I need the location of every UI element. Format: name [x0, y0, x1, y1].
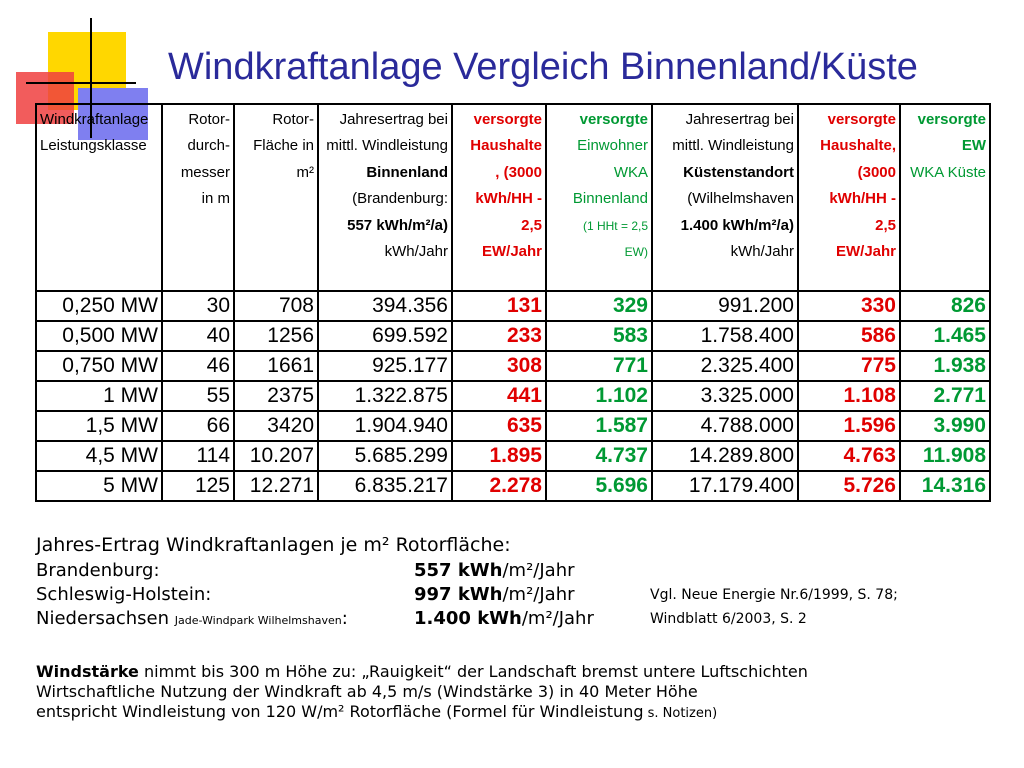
cell-households-coast: 1.596: [798, 411, 900, 441]
summary-value: 1.400 kWh/m²/Jahr: [414, 608, 594, 629]
cell-residents-coast: 2.771: [900, 381, 990, 411]
header-yield-coast: Jahresertrag bei mittl. Windleistung Küstenstandort (Wilhelmshaven 1.400 kWh/m²/a) kWh/Jahr: [652, 104, 798, 291]
cell-rotor-diameter: 125: [162, 471, 234, 501]
note-line-1: Windstärke nimmt bis 300 m Höhe zu: „Rauigkeit“ der Landschaft bremst untere Luftschichten: [36, 662, 808, 681]
cell-power: 0,250 MW: [36, 291, 162, 321]
summary-value: 997 kWh/m²/Jahr: [414, 584, 575, 605]
header-residents-coast: versorgte EW WKA Küste: [900, 104, 990, 291]
header-households-coast: versorgte Haushalte, (3000 kWh/HH - 2,5 EW/Jahr: [798, 104, 900, 291]
summary-row: [36, 559, 996, 583]
cell-yield-coast: 3.325.000: [652, 381, 798, 411]
cell-residents-coast: 1.938: [900, 351, 990, 381]
cell-yield-coast: 991.200: [652, 291, 798, 321]
cell-power: 0,750 MW: [36, 351, 162, 381]
summary-row: [36, 583, 996, 607]
cell-rotor-area: 1256: [234, 321, 318, 351]
cell-residents-coast: 14.316: [900, 471, 990, 501]
cell-yield-coast: 14.289.800: [652, 441, 798, 471]
cell-yield-coast: 17.179.400: [652, 471, 798, 501]
cell-rotor-area: 1661: [234, 351, 318, 381]
note-line-2: Wirtschaftliche Nutzung der Windkraft ab 4,5 m/s (Windstärke 3) in 40 Meter Höhe: [36, 682, 698, 701]
cell-residents-inland: 1.102: [546, 381, 652, 411]
header-power-class: Windkraftanlage Leistungsklasse: [36, 104, 162, 291]
header-households-inland: versorgte Haushalte , (3000 kWh/HH - 2,5 EW/Jahr: [452, 104, 546, 291]
header-yield-inland: Jahresertrag bei mittl. Windleistung Binnenland (Brandenburg: 557 kWh/m²/a) kWh/Jahr: [318, 104, 452, 291]
cell-residents-inland: 1.587: [546, 411, 652, 441]
cell-yield-coast: 1.758.400: [652, 321, 798, 351]
cell-rotor-diameter: 114: [162, 441, 234, 471]
cell-rotor-area: 3420: [234, 411, 318, 441]
header-rotor-area: Rotor- Fläche in m²: [234, 104, 318, 291]
table-row: [36, 381, 990, 411]
cell-residents-inland: 5.696: [546, 471, 652, 501]
cell-households-coast: 586: [798, 321, 900, 351]
cell-residents-coast: 826: [900, 291, 990, 321]
cell-rotor-diameter: 55: [162, 381, 234, 411]
cell-power: 0,500 MW: [36, 321, 162, 351]
summary-region: Schleswig-Holstein:: [36, 584, 212, 605]
cell-households-coast: 5.726: [798, 471, 900, 501]
note-line-3: entspricht Windleistung von 120 W/m² Rotorfläche (Formel für Windleistung s. Notizen): [36, 702, 718, 721]
cell-rotor-area: 12.271: [234, 471, 318, 501]
summary-row: [36, 607, 996, 631]
cell-power: 5 MW: [36, 471, 162, 501]
cell-households-inland: 131: [452, 291, 546, 321]
cell-yield-inland: 6.835.217: [318, 471, 452, 501]
cell-yield-coast: 4.788.000: [652, 411, 798, 441]
cell-residents-inland: 329: [546, 291, 652, 321]
cell-households-coast: 1.108: [798, 381, 900, 411]
cell-households-inland: 441: [452, 381, 546, 411]
cell-residents-inland: 771: [546, 351, 652, 381]
summary-title: Jahres-Ertrag Windkraftanlagen je m² Rotorfläche:: [36, 534, 511, 556]
cell-households-inland: 233: [452, 321, 546, 351]
header-rotor-diameter: Rotor- durch- messer in m: [162, 104, 234, 291]
cell-rotor-area: 708: [234, 291, 318, 321]
cell-rotor-area: 10.207: [234, 441, 318, 471]
cell-households-coast: 330: [798, 291, 900, 321]
cell-rotor-diameter: 66: [162, 411, 234, 441]
cell-power: 1,5 MW: [36, 411, 162, 441]
cell-yield-coast: 2.325.400: [652, 351, 798, 381]
cell-residents-coast: 3.990: [900, 411, 990, 441]
cell-rotor-diameter: 30: [162, 291, 234, 321]
cell-rotor-diameter: 46: [162, 351, 234, 381]
cell-yield-inland: 1.322.875: [318, 381, 452, 411]
header-residents-inland: versorgte Einwohner WKA Binnenland (1 HHt = 2,5 EW): [546, 104, 652, 291]
table-row: [36, 411, 990, 441]
summary-value: 557 kWh/m²/Jahr: [414, 560, 575, 581]
cell-power: 1 MW: [36, 381, 162, 411]
summary-region: Niedersachsen Jade-Windpark Wilhelmshaven:: [36, 608, 348, 629]
cell-yield-inland: 925.177: [318, 351, 452, 381]
cell-households-inland: 2.278: [452, 471, 546, 501]
table-row: [36, 471, 990, 501]
cell-households-coast: 775: [798, 351, 900, 381]
table-row: [36, 321, 990, 351]
comparison-table: [35, 103, 991, 502]
wind-notes: [36, 662, 996, 724]
cell-yield-inland: 699.592: [318, 321, 452, 351]
slide-title: Windkraftanlage Vergleich Binnenland/Küste: [168, 46, 918, 88]
cell-households-inland: 1.895: [452, 441, 546, 471]
cell-rotor-area: 2375: [234, 381, 318, 411]
cell-households-coast: 4.763: [798, 441, 900, 471]
cell-residents-inland: 583: [546, 321, 652, 351]
table-row: [36, 441, 990, 471]
table-row: [36, 291, 990, 321]
summary-region: Brandenburg:: [36, 560, 160, 581]
summary-reference: Windblatt 6/2003, S. 2: [650, 611, 807, 627]
cell-residents-inland: 4.737: [546, 441, 652, 471]
cell-yield-inland: 5.685.299: [318, 441, 452, 471]
cell-power: 4,5 MW: [36, 441, 162, 471]
cell-rotor-diameter: 40: [162, 321, 234, 351]
table-header-row: [36, 104, 990, 291]
cell-yield-inland: 1.904.940: [318, 411, 452, 441]
cell-households-inland: 308: [452, 351, 546, 381]
cell-residents-coast: 1.465: [900, 321, 990, 351]
yield-summary: [36, 532, 996, 631]
cell-households-inland: 635: [452, 411, 546, 441]
cell-residents-coast: 11.908: [900, 441, 990, 471]
summary-reference: Vgl. Neue Energie Nr.6/1999, S. 78;: [650, 587, 898, 603]
cell-yield-inland: 394.356: [318, 291, 452, 321]
table-row: [36, 351, 990, 381]
decor-horizontal-line: [26, 82, 136, 84]
